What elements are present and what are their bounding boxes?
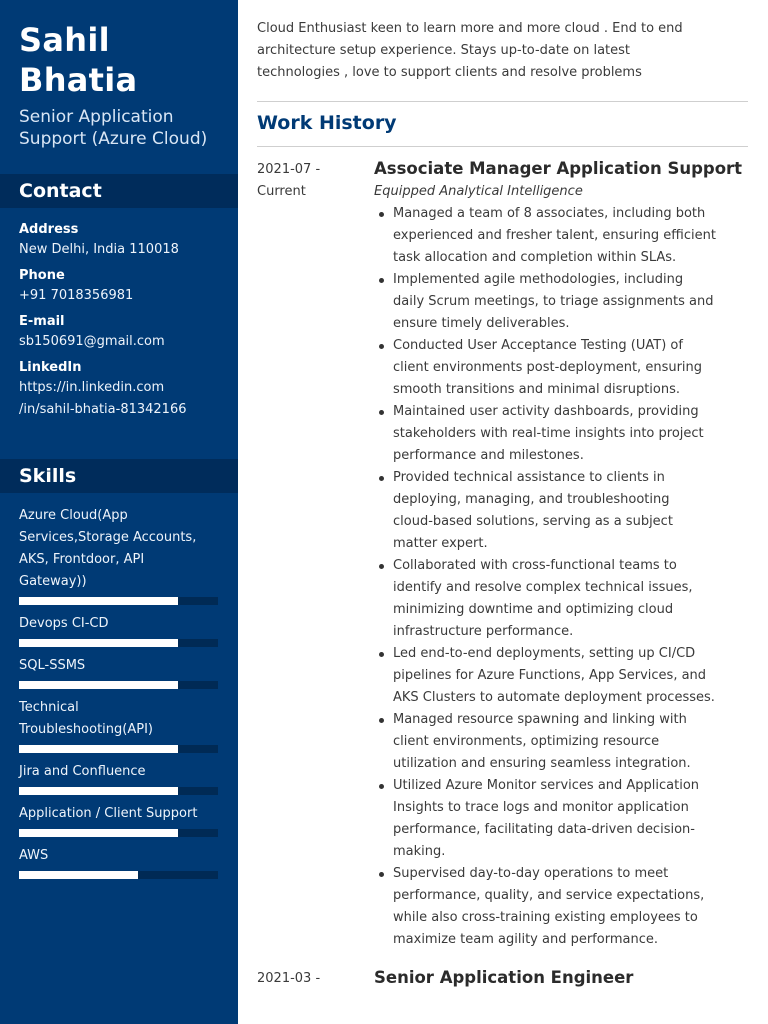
job-bullet (393, 863, 749, 951)
job-bullet-line: performance and milestones. (393, 448, 584, 463)
contact-email (19, 313, 229, 353)
job-bullet-line: utilization and ensuring seamless integration. (393, 756, 691, 771)
job-title-line: Support (Azure Cloud) (19, 129, 208, 149)
skill-name-line: SQL-SSMS (19, 658, 86, 673)
job-bullet-line: identify and resolve complex technical issues, (393, 580, 693, 595)
job-bullet-line: infrastructure performance. (393, 624, 574, 639)
job-entry (257, 966, 749, 990)
job-bullet-line: performance, quality, and service expectations, (393, 888, 705, 903)
skill-level-fill (19, 787, 178, 795)
job-bullet-line: Insights to trace logs and monitor application (393, 800, 689, 815)
job-body (374, 157, 749, 951)
job-title (19, 106, 219, 150)
job-role: Associate Manager Application Support (374, 159, 743, 178)
job-bullet-line: maximize team agility and performance. (393, 932, 658, 947)
job-bullet-line: Utilized Azure Monitor services and Application (393, 778, 700, 793)
job-company: Equipped Analytical Intelligence (374, 184, 583, 199)
linkedin-link[interactable] (19, 377, 229, 421)
job-bullet-line: while also cross-training existing employees to (393, 910, 698, 925)
job-date-start: 2021-03 - (257, 971, 321, 986)
job-bullet-line: smooth transitions and minimal disruptions. (393, 382, 681, 397)
job-bullet-line: minimizing downtime and optimizing cloud (393, 602, 674, 617)
contact-value: New Delhi, India 110018 (19, 242, 179, 257)
job-date-start: 2021-07 - (257, 162, 321, 177)
linkedin-line: https://in.linkedin.com (19, 380, 165, 395)
skill-level-bar (19, 829, 218, 837)
skill-name-line: AWS (19, 848, 49, 863)
contact-linkedin (19, 359, 229, 421)
summary-line: Cloud Enthusiast keen to learn more and more cloud . End to end (257, 21, 683, 36)
main-content (257, 0, 749, 1024)
job-bullet-line: matter expert. (393, 536, 488, 551)
job-date (257, 968, 357, 990)
job-bullet-line: stakeholders with real-time insights into project (393, 426, 704, 441)
job-bullet-line: client environments post-deployment, ensuring (393, 360, 703, 375)
first-name: Sahil (19, 21, 110, 59)
job-bullet (393, 709, 749, 775)
job-date-end: Current (257, 184, 306, 199)
email-link[interactable]: sb150691@gmail.com (19, 334, 165, 349)
skill-item (19, 697, 219, 753)
skill-item (19, 655, 219, 689)
job-bullet-line: Led end-to-end deployments, setting up CI/CD (393, 646, 696, 661)
job-date (257, 159, 357, 203)
skill-name-line: Troubleshooting(API) (19, 722, 153, 737)
job-bullet-line: cloud-based solutions, serving as a subject (393, 514, 673, 529)
skill-name-line: Technical (19, 700, 79, 715)
job-bullet (393, 401, 749, 467)
job-bullet-line: Implemented agile methodologies, including (393, 272, 684, 287)
contact-value: +91 7018356981 (19, 288, 134, 303)
skill-name-line: Jira and Confluence (19, 764, 146, 779)
contact-label: LinkedIn (19, 360, 82, 375)
skill-level-bar (19, 639, 218, 647)
skill-name (19, 697, 219, 741)
job-bullet-line: Collaborated with cross-functional teams to (393, 558, 677, 573)
job-bullet-line: making. (393, 844, 446, 859)
skill-name (19, 505, 219, 593)
skill-name-line: Devops CI-CD (19, 616, 109, 631)
skill-name (19, 845, 219, 867)
contact-phone (19, 267, 229, 307)
skill-item (19, 845, 219, 879)
job-body (374, 966, 749, 990)
contact-label: E-mail (19, 314, 65, 329)
job-bullet (393, 555, 749, 643)
job-bullet (393, 335, 749, 401)
job-bullet-line: client environments, optimizing resource (393, 734, 660, 749)
skill-item (19, 505, 219, 605)
skill-level-fill (19, 745, 178, 753)
skill-name (19, 655, 219, 677)
job-bullet-line: AKS Clusters to automate deployment processes. (393, 690, 715, 705)
job-bullets (374, 203, 749, 951)
job-bullet-line: Provided technical assistance to clients in (393, 470, 665, 485)
job-bullet (393, 203, 749, 269)
skill-level-fill (19, 871, 138, 879)
divider (257, 146, 748, 147)
job-bullet-line: Conducted User Acceptance Testing (UAT) of (393, 338, 683, 353)
skill-level-bar (19, 787, 218, 795)
job-bullet-line: ensure timely deliverables. (393, 316, 570, 331)
job-bullet-line: Managed resource spawning and linking with (393, 712, 687, 727)
skills-heading: Skills (0, 459, 238, 493)
linkedin-line: /in/sahil-bhatia-81342166 (19, 402, 187, 417)
contact-label: Address (19, 222, 79, 237)
summary-line: architecture setup experience. Stays up-to-date on latest (257, 43, 630, 58)
job-bullet-line: performance, facilitating data-driven decision- (393, 822, 695, 837)
sidebar (0, 0, 238, 1024)
skill-name (19, 761, 219, 783)
job-bullet-line: Maintained user activity dashboards, providing (393, 404, 699, 419)
job-bullet (393, 643, 749, 709)
contact-address (19, 221, 229, 261)
job-bullet-line: pipelines for Azure Functions, App Services, and (393, 668, 707, 683)
divider (257, 101, 748, 102)
job-bullet (393, 269, 749, 335)
skill-name-line: Gateway)) (19, 574, 87, 589)
job-bullet (393, 467, 749, 555)
contact-label: Phone (19, 268, 65, 283)
skill-level-bar (19, 681, 218, 689)
skill-level-fill (19, 597, 178, 605)
skill-level-bar (19, 745, 218, 753)
skill-name (19, 613, 219, 635)
skill-item (19, 613, 219, 647)
job-bullet-line: experienced and fresher talent, ensuring efficient (393, 228, 716, 243)
job-bullet-line: daily Scrum meetings, to triage assignments and (393, 294, 714, 309)
contact-list (19, 221, 229, 427)
job-bullet-line: task allocation and completion within SLAs. (393, 250, 677, 265)
skill-level-bar (19, 597, 218, 605)
skill-level-fill (19, 829, 178, 837)
summary (257, 18, 749, 84)
job-bullet-line: Supervised day-to-day operations to meet (393, 866, 669, 881)
skill-name (19, 803, 219, 825)
skill-level-fill (19, 681, 178, 689)
name-block (0, 0, 238, 150)
last-name: Bhatia (19, 61, 138, 99)
skill-name-line: Azure Cloud(App (19, 508, 128, 523)
skill-level-fill (19, 639, 178, 647)
job-bullet (393, 775, 749, 863)
skill-name-line: Application / Client Support (19, 806, 198, 821)
skill-item (19, 761, 219, 795)
skill-level-bar (19, 871, 218, 879)
job-bullet-line: Managed a team of 8 associates, including both (393, 206, 706, 221)
contact-heading: Contact (0, 174, 238, 208)
job-role: Senior Application Engineer (374, 968, 634, 987)
skill-name-line: Services,Storage Accounts, (19, 530, 197, 545)
skill-name-line: AKS, Frontdoor, API (19, 552, 145, 567)
skill-item (19, 803, 219, 837)
skills-list (19, 505, 219, 887)
job-entry (257, 157, 749, 951)
work-history-heading: Work History (257, 112, 397, 134)
summary-line: technologies , love to support clients and resolve problems (257, 65, 642, 80)
job-bullet-line: deploying, managing, and troubleshooting (393, 492, 670, 507)
job-title-line: Senior Application (19, 107, 174, 127)
